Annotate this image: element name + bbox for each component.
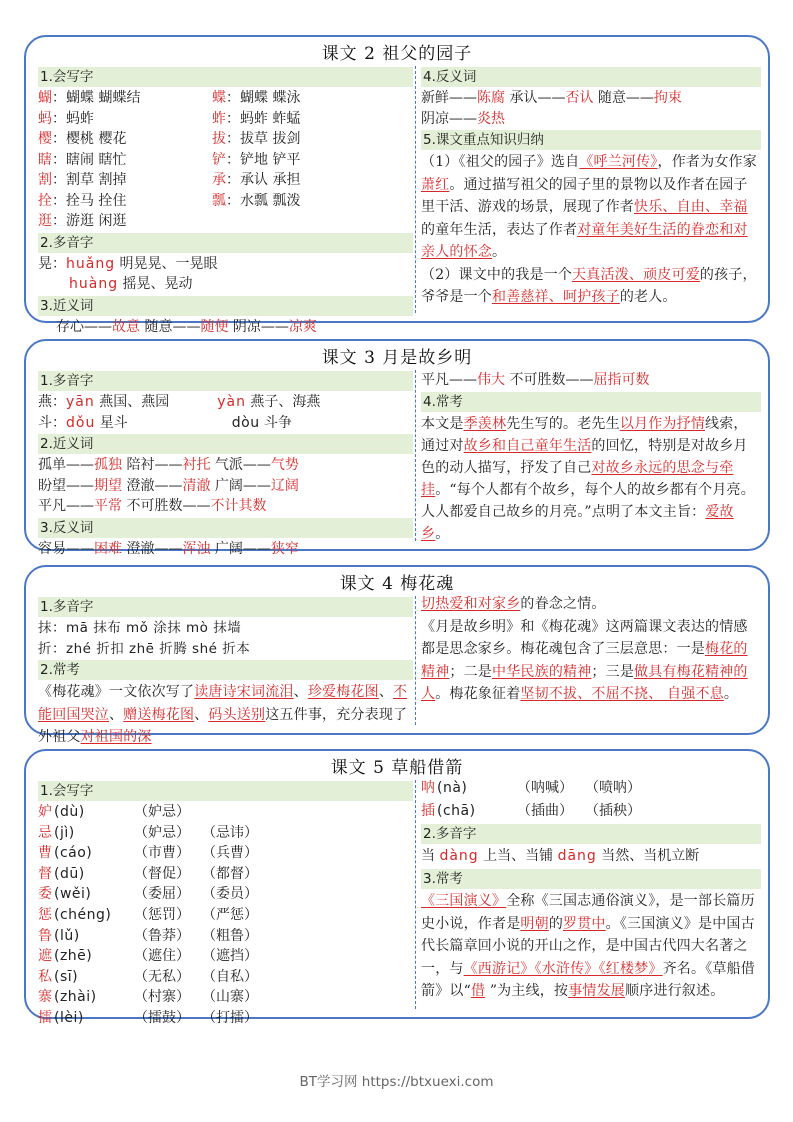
word-list	[38, 802, 413, 1029]
word-char: 曹	[38, 845, 52, 862]
word-examples: ：拴马 拴住	[52, 192, 127, 209]
card-lesson-5	[24, 749, 770, 1026]
summary-paragraph: 切热爱和对家乡的眷念之情。 《月是故乡明》和《梅花魂》这两篇课文表达的情感都是思念家乡。梅花魂包含了三层意思：一是梅花的精神；二是中华民族的精神；三是做具有梅花精神的人。梅花象征着坚韧不拔、不屈不挠、 自强不息。	[421, 596, 748, 702]
section-header: 4.常考	[421, 392, 761, 412]
word-example: （妒忌）	[134, 824, 190, 841]
word-row	[38, 88, 413, 109]
word-example: （委员）	[202, 886, 258, 903]
word-entry	[212, 88, 402, 109]
word-pinyin: (wěi)	[54, 886, 92, 903]
card-lesson-2	[24, 35, 770, 335]
word-char: 委	[38, 886, 52, 903]
polyphone-row: 晃：huǎng 明晃晃、一晃眼	[38, 255, 218, 272]
word-pinyin: (jì)	[54, 824, 75, 841]
word-char: 插	[421, 803, 435, 819]
word-example: （忌讳）	[202, 824, 258, 841]
word-row	[38, 946, 413, 967]
word-char: 寨	[38, 989, 52, 1006]
word-example: （粗鲁）	[202, 927, 258, 944]
word-row	[38, 987, 413, 1008]
word-char: 蝶	[212, 90, 226, 106]
word-char: 呐	[421, 780, 435, 796]
word-list	[421, 777, 761, 823]
word-examples: ：瞎闹 瞎忙	[52, 151, 127, 168]
section-header: 2.多音字	[38, 233, 413, 253]
column-divider	[415, 596, 416, 725]
word-row	[38, 864, 413, 885]
word-examples: ：蚂蚱	[52, 110, 94, 127]
word-entry	[38, 129, 212, 150]
word-example: （督促）	[134, 865, 190, 882]
section-header: 2.常考	[38, 660, 413, 680]
word-example: （鲁莽）	[134, 927, 190, 944]
section-header: 2.近义词	[38, 434, 413, 454]
word-examples: ：蚂蚱 蚱蜢	[226, 110, 301, 127]
word-examples: ：樱桃 樱花	[52, 131, 127, 147]
word-char: 私	[38, 968, 52, 985]
word-pinyin: (dū)	[54, 865, 85, 882]
word-example: （严惩）	[202, 906, 258, 923]
word-example: （打擂）	[202, 1009, 258, 1026]
word-row	[38, 1008, 413, 1029]
word-example: （自私）	[202, 968, 258, 985]
word-examples: ：游逛 闲逛	[52, 213, 127, 229]
word-entry	[212, 191, 402, 212]
word-row	[38, 967, 413, 988]
right-column	[421, 370, 761, 541]
section-header: 3.近义词	[38, 296, 413, 316]
word-example: （村寨）	[134, 989, 190, 1006]
word-pinyin: (zhē)	[54, 948, 93, 965]
word-entry	[38, 170, 212, 191]
word-row	[38, 211, 413, 232]
word-example: （市曹）	[134, 845, 190, 862]
word-char: 擂	[38, 1009, 52, 1026]
word-example: （山寨）	[202, 989, 258, 1006]
word-pinyin: (nà)	[437, 780, 468, 796]
synonym-row: 孤单——孤独 陪衬——衬托 气派——气势	[38, 457, 299, 473]
word-row	[421, 777, 761, 800]
word-examples: ：水瓢 瓢泼	[226, 192, 301, 209]
word-example: （无私）	[134, 968, 190, 985]
word-example: （兵曹）	[202, 845, 258, 862]
word-example: （擂鼓）	[134, 1009, 190, 1026]
summary-paragraph: 《三国演义》全称《三国志通俗演义》，是一部长篇历史小说，作者是明朝的罗贯中。《三国演义》是中国古代长篇章回小说的开山之作，是中国古代四大名著之一，与《西游记》《水浒传》《红楼梦》齐名。《草船借箭》以“借 ”为主线，按事情发展顺序进行叙述。	[421, 893, 756, 999]
antonym-row: 平凡——伟大 不可胜数——屈指可数	[421, 372, 650, 388]
left-column	[38, 370, 413, 557]
antonym-row: 阴凉——炎热	[421, 110, 505, 127]
word-char: 鲁	[38, 927, 52, 944]
word-row	[421, 800, 761, 823]
right-column	[421, 777, 761, 1009]
summary-paragraph: 《梅花魂》一文依次写了读唐诗宋词流泪、珍爱梅花图、不能回国哭泣、赠送梅花图、码头送别这五件事，充分表现了外祖父对祖国的深	[38, 684, 408, 745]
word-examples: ：铲地 铲平	[226, 151, 301, 168]
section-header: 1.会写字	[38, 781, 413, 801]
word-example: （插曲）	[517, 803, 573, 819]
word-example: （都督）	[202, 865, 258, 882]
column-divider	[415, 780, 416, 1009]
antonym-row: 新鲜——陈腐 承认——否认 随意——拘束	[421, 90, 682, 106]
word-char: 拔	[212, 131, 226, 147]
card-title: 课文 4 梅花魂	[339, 574, 455, 594]
section-header: 4.反义词	[421, 67, 761, 87]
synonym-row: 平凡——平常 不可胜数——不计其数	[38, 498, 267, 514]
word-entry	[212, 170, 402, 191]
word-char: 蝴	[38, 90, 52, 106]
word-pinyin: (lèi)	[54, 1009, 84, 1026]
word-example: （喷呐）	[585, 780, 641, 796]
word-example: （遮挡）	[202, 948, 258, 965]
card-title: 课文 5 草船借箭	[330, 758, 464, 778]
word-pinyin: (chéng)	[54, 906, 112, 923]
word-example: （呐喊）	[517, 780, 573, 796]
word-char: 遮	[38, 948, 52, 965]
word-pinyin: (sī)	[54, 968, 79, 985]
polyphone-row: 当 dàng 上当、当铺 dāng 当然、当机立断	[421, 848, 700, 864]
polyphone-row: 抹：mā 抹布 mǒ 涂抹 mò 抹墙	[38, 620, 242, 636]
word-char: 忌	[38, 824, 52, 841]
summary-paragraph: 本文是季羡林先生写的。老先生以月作为抒情线索，通过对故乡和自己童年生活的回忆，特别是对故乡月色的动人描写，抒发了自己对故乡永远的思念与牵挂。“每个人都有个故乡，每个人的故乡都有个月亮。人人都爱自己故乡的月亮。”点明了本文主旨：爱故乡。	[421, 415, 755, 542]
word-row	[38, 802, 413, 823]
word-entry	[38, 191, 212, 212]
word-pinyin: (dù)	[54, 804, 85, 820]
polyphone-row: 折：zhé 折扣 zhē 折腾 shé 折本	[38, 640, 251, 657]
word-example: （遮住）	[134, 948, 190, 965]
word-list	[38, 88, 413, 232]
word-examples: ：蝴蝶 蝴蝶结	[52, 90, 141, 106]
right-column	[421, 66, 761, 313]
card-title: 课文 3 月是故乡明	[321, 348, 473, 368]
word-example: （插秧）	[585, 803, 641, 819]
section-header: 1.会写字	[38, 67, 413, 87]
section-header: 2.多音字	[421, 824, 761, 844]
word-example: （妒忌）	[134, 804, 190, 820]
word-row	[38, 150, 413, 171]
word-entry	[38, 211, 212, 232]
word-entry	[38, 88, 212, 109]
word-entry	[212, 109, 402, 130]
word-char: 逛	[38, 213, 52, 229]
word-pinyin: (lǔ)	[54, 927, 80, 944]
word-entry	[212, 150, 402, 171]
synonym-row: 存心——故意 随意——随便 阴凉——凉爽	[56, 318, 317, 335]
summary-paragraph: （2）课文中的我是一个天真活泼、顽皮可爱的孩子，爷爷是一个和善慈祥、呵护孩子的老人。	[421, 266, 757, 305]
word-char: 瓢	[212, 192, 226, 209]
word-pinyin: (chā)	[437, 803, 476, 819]
word-char: 樱	[38, 131, 52, 147]
word-row	[38, 905, 413, 926]
synonym-row: 盼望——期望 澄澈——清澈 广阔——辽阔	[38, 477, 299, 494]
polyphone-row: 斗：dǒu 星斗 dòu 斗争	[38, 414, 293, 431]
card-lesson-3	[24, 339, 770, 557]
left-column	[38, 66, 413, 335]
column-divider	[415, 66, 416, 313]
word-char: 督	[38, 865, 52, 882]
left-column	[38, 780, 413, 1026]
word-char: 惩	[38, 906, 52, 923]
section-header: 5.课文重点知识归纳	[421, 130, 761, 150]
column-divider	[415, 370, 416, 541]
polyphone-row: 燕：yān 燕国、燕园 yàn 燕子、海燕	[38, 394, 321, 410]
word-row	[38, 191, 413, 212]
section-header: 1.多音字	[38, 371, 413, 391]
word-char: 承	[212, 172, 226, 188]
section-header: 3.反义词	[38, 518, 413, 538]
word-examples: ：拔草 拔剑	[226, 131, 301, 147]
word-row	[38, 926, 413, 947]
word-char: 拴	[38, 192, 52, 209]
word-char: 割	[38, 172, 52, 188]
polyphone-row: huàng 摇晃、晃动	[69, 276, 193, 292]
section-header: 3.常考	[421, 869, 761, 889]
left-column	[38, 596, 413, 745]
section-header: 1.多音字	[38, 597, 413, 617]
word-char: 蚂	[38, 110, 52, 127]
word-pinyin: (zhài)	[54, 989, 97, 1006]
word-example: （惩罚）	[134, 906, 190, 923]
card-title: 课文 2 祖父的园子	[321, 44, 473, 64]
word-entry	[212, 129, 402, 150]
card-lesson-4	[24, 565, 770, 745]
right-column	[421, 593, 761, 725]
word-examples: ：割草 割掉	[52, 172, 127, 188]
antonym-row: 容易——困难 澄澈——浑浊 广阔——狭窄	[38, 540, 299, 557]
word-entry	[38, 109, 212, 130]
word-row	[38, 129, 413, 150]
word-char: 瞎	[38, 151, 52, 168]
word-row	[38, 109, 413, 130]
word-pinyin: (cáo)	[54, 845, 93, 862]
word-row	[38, 884, 413, 905]
word-row	[38, 823, 413, 844]
word-row	[38, 843, 413, 864]
word-char: 妒	[38, 804, 52, 820]
word-entry	[38, 150, 212, 171]
word-examples: ：蝴蝶 蝶泳	[226, 90, 301, 106]
word-char: 蚱	[212, 110, 226, 127]
word-char: 铲	[212, 151, 226, 168]
word-examples: ：承认 承担	[226, 172, 301, 188]
site-footer: BT学习网 https://btxuexi.com	[299, 1074, 494, 1090]
word-row	[38, 170, 413, 191]
word-example: （委屈）	[134, 886, 190, 903]
summary-paragraph: （1）《祖父的园子》选自《呼兰河传》，作者为女作家萧红。通过描写祖父的园子里的景物以及作者在园子里干活、游戏的场景，展现了作者快乐、自由、幸福的童年生活，表达了作者对童年美好生活的眷恋和对亲人的怀念。	[421, 154, 757, 260]
